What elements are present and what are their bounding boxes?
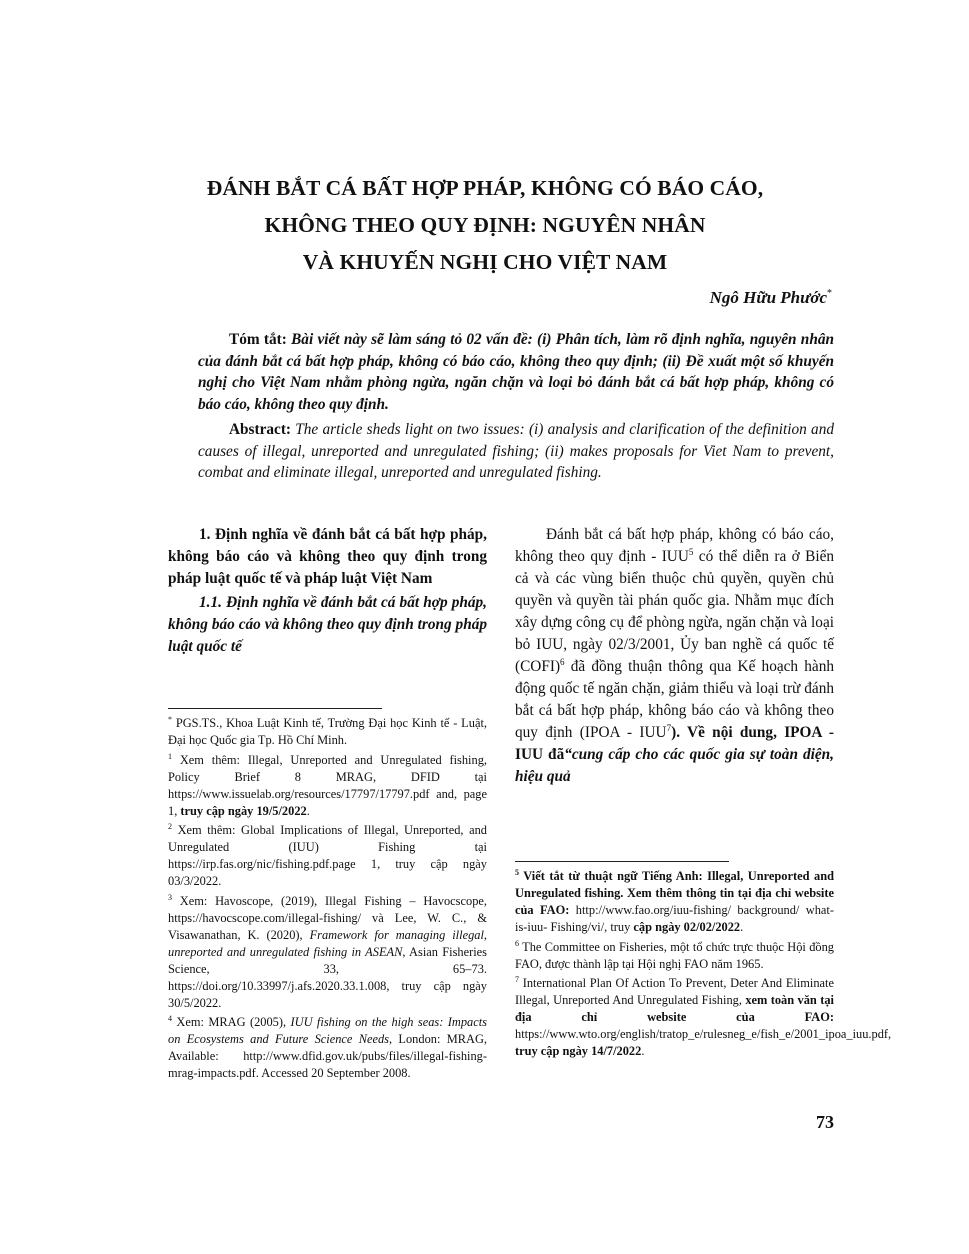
- footnote-mark: 4: [168, 1014, 172, 1024]
- footnote-text-bold: Viết tắt từ thuật ngữ Tiếng Anh: Illegal, Unreported and Unregulated fishing. Xem thêm thông tin tại địa chỉ website của FAO:: [515, 869, 834, 917]
- abstract-text: The article sheds light on two issues: (i) analysis and clarification of the definition and causes of illegal, unreported and unregulated fishing; (ii) makes proposals for Viet Nam to prevent, combat and eliminate illegal, unreported and unregulated fishing.: [198, 421, 834, 482]
- footnote-text-bold: truy cập ngày 14/7/2022: [515, 1044, 642, 1059]
- author-footnote-mark: *: [827, 288, 832, 299]
- footnote-5: [515, 868, 834, 936]
- footnote-text: Xem thêm: Global Implications of Illegal, Unreported, and Unregulated (IUU) Fishing tại https://irp.fas.org/nic/fishing.pdf.page 1, truy cập ngày 03/3/2022.: [168, 823, 487, 889]
- footnotes-left: [168, 715, 487, 1085]
- footnote-star: [168, 715, 487, 749]
- body-text-b: có thể diễn ra ở Biển cả và các vùng biển thuộc chủ quyền, quyền chủ quyền và quyền tài phán quốc gia. Nhằm mục đích xây dựng công cụ để phòng ngừa, ngăn chặn và loại bỏ IUU, ngày 02/3/2001, Ủy ban nghề cá quốc tế (COFI): [515, 548, 835, 675]
- footnote-1: [168, 752, 487, 820]
- footnote-text: Xem thêm: Illegal, Unreported and Unregulated fishing, Policy Brief 8 MRAG, DFID tại https://www.issuelab.org/resources/17797/17797.pdf and, page 1,: [168, 752, 487, 818]
- footnote-text: Xem: MRAG (2005),: [172, 1015, 291, 1030]
- body-text-a: Đánh bắt cá bất hợp pháp, không có báo cáo, không theo quy định - IUU: [515, 526, 834, 565]
- body-text-c: đã đồng thuận thông qua Kế hoạch hành động quốc tế ngăn chặn, giảm thiểu và loại trừ đánh bắt cá bất hợp pháp, không báo cáo và không theo quy định (IPOA - IUU: [515, 658, 834, 741]
- footnote-text: https://www.wto.org/english/tratop_e/rulesneg_e/fish_e/2001_ipoa_iuu.pdf,: [515, 1027, 892, 1042]
- body-paragraph: [515, 524, 834, 788]
- footnote-3: [168, 893, 487, 1011]
- footnote-divider-right: [515, 861, 729, 862]
- article-title: [150, 170, 820, 281]
- footnote-ref-6: 6: [560, 657, 565, 667]
- left-column: [168, 524, 487, 658]
- summary-text: Bài viết này sẽ làm sáng tỏ 02 vấn đề: (i) Phân tích, làm rõ định nghĩa, nguyên nhân của đánh bắt cá bất hợp pháp, không có báo cáo, không theo quy định; (ii) Đề xuất một số khuyến nghị cho Việt Nam nhằm phòng ngừa, ngăn chặn và loại bỏ đánh bắt cá bất hợp pháp, không có báo cáo, không theo quy định.: [198, 331, 834, 413]
- author-byline: [710, 288, 832, 308]
- footnote-mark: 6: [515, 938, 519, 948]
- footnote-text-italic: Framework for managing illegal, unreported and unregulated fishing in ASEAN: [168, 927, 487, 959]
- body-text-d: ). Về nội dung, IPOA - IUU đã: [515, 724, 834, 763]
- footnote-mark: 2: [168, 822, 172, 832]
- footnote-2: [168, 822, 487, 890]
- footnote-text-end: .: [306, 803, 310, 818]
- footnote-text-end: .: [740, 919, 744, 934]
- footnote-text: The Committee on Fisheries, một tổ chức trực thuộc Hội đồng FAO, được thành lập tại Hội nghị FAO năm 1965.: [515, 939, 834, 971]
- footnote-text: International Plan Of Action To Prevent, Deter And Eliminate Illegal, Unreported And Unregulated Fishing,: [515, 976, 834, 1008]
- footnote-mark: 7: [515, 975, 519, 985]
- footnote-text-bold: cập ngày 02/02/2022: [633, 919, 741, 934]
- footnote-mark: 1: [168, 751, 172, 761]
- footnote-ref-5: 5: [688, 547, 694, 557]
- footnote-text-bold: xem toàn văn tại địa chỉ website của FAO:: [515, 993, 834, 1025]
- title-line-3: VÀ KHUYẾN NGHỊ CHO VIỆT NAM: [302, 250, 668, 274]
- abstract-label: Abstract:: [229, 421, 292, 438]
- title-line-2: KHÔNG THEO QUY ĐỊNH: NGUYÊN NHÂN: [264, 213, 706, 237]
- footnote-text-italic: IUU fishing on the high seas: Impacts on Ecosystems and Future Science Needs: [168, 1015, 487, 1047]
- footnote-4: [168, 1014, 487, 1082]
- footnote-text: Xem: Havoscope, (2019), Illegal Fishing – Havocscope, https://havocscope.com/illegal-fishing/ và Lee, W. C., & Visawanathan, K. (2020),: [168, 894, 487, 942]
- footnote-ref-7: 7: [666, 723, 672, 733]
- footnote-text-bold: truy cập ngày 19/5/2022: [180, 803, 307, 818]
- section-heading-1: 1. Định nghĩa về đánh bắt cá bất hợp pháp, không báo cáo và không theo quy định trong pháp luật quốc tế và pháp luật Việt Nam: [168, 526, 487, 587]
- footnotes-right: [515, 868, 892, 1063]
- body-quote: “cung cấp cho các quốc gia sự toàn diện, hiệu quả: [515, 746, 834, 785]
- footnote-text: http://www.fao.org/iuu-fishing/ background/ what- is-iuu- Fishing/vi/, truy: [515, 902, 835, 934]
- english-abstract: [198, 419, 834, 484]
- subsection-heading-1-1: 1.1. Định nghĩa về đánh bắt cá bất hợp pháp, không báo cáo và không theo quy định trong pháp luật quốc tế: [168, 594, 487, 655]
- footnote-mark: 5: [515, 868, 519, 877]
- summary-label: Tóm tắt:: [229, 331, 287, 348]
- footnote-mark: 3: [168, 893, 172, 903]
- right-column: [515, 524, 834, 788]
- footnote-mark: *: [168, 715, 172, 724]
- author-name: Ngô Hữu Phước: [709, 288, 827, 307]
- page-number: 73: [816, 1112, 834, 1132]
- footnote-7: [515, 975, 892, 1060]
- footnote-6: [515, 939, 834, 973]
- vietnamese-summary: [198, 329, 834, 415]
- footnote-text-end: .: [641, 1044, 645, 1059]
- footnote-text-end: , London: MRAG, Available: http://www.dfid.gov.uk/pubs/files/illegal-fishing-mrag-impacts.pdf. Accessed 20 September 2008.: [168, 1032, 487, 1081]
- footnote-divider-left: [168, 708, 382, 709]
- footnote-text: PGS.TS., Khoa Luật Kinh tế, Trường Đại học Kinh tế - Luật, Đại học Quốc gia Tp. Hồ Chí Minh.: [168, 716, 487, 747]
- title-line-1: ĐÁNH BẮT CÁ BẤT HỢP PHÁP, KHÔNG CÓ BÁO CÁO,: [206, 176, 764, 200]
- footnote-text-end: , Asian Fisheries Science, 33, 65–73. https://doi.org/10.33997/j.afs.2020.33.1.008, truy cập ngày 30/5/2022.: [168, 944, 487, 1010]
